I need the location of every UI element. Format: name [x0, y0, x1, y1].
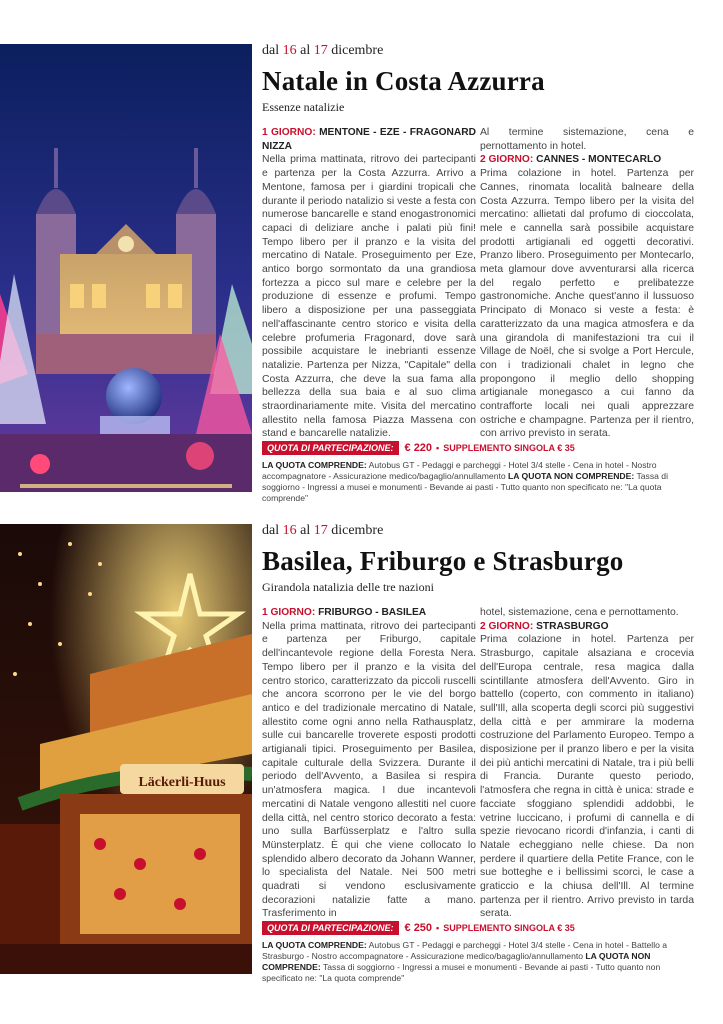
trip1-includes	[262, 460, 682, 504]
day-places: MENTONE - EZE - FRAGONARD NIZZA	[262, 127, 476, 152]
trip2-day2-text: Prima colazione in hotel. Partenza per Strasburgo, capitale alsaziana e crocevia dell'Europa centrale, resa magica dalla scintillante atmosfera dell'Avvento. Giro in battello (coperto, con commento in italiano) sull'Ill, alla scoperta degli scorci più suggestivi della città e per ammirare la moderna costruzione del Parlamento Europeo. Tempo a disposizione per il pranzo libero e per la visita dei più antichi mercatini di Natale, tra i più belli di Francia. Durante questo periodo, l'atmosfera che regna in città è unica: strade e facciate sfoggiano splendidi addobbi, le vetrine luccicano, i profumi di cannella e di spezie rievocano ricordi d'infanzia, i canti di Natale echeggiano nelle chiese. Da non perdere il quartiere della Petite France, con le sue botteghe e i bellissimi scorci, le case a graticcio e la chiusa dell'Ill. Al termine partenza per il rientro. Arrivo previsto in tarda serata.	[480, 634, 694, 920]
not-includes-label: LA QUOTA NON COMPRENDE:	[508, 471, 635, 481]
trip2-price-bar	[262, 921, 575, 935]
date-to: 17	[313, 523, 328, 538]
day-places: FRIBURGO - BASILEA	[318, 607, 427, 618]
trip1-day2-text: Prima colazione in hotel. Partenza per Cannes, rinomata località balneare della Costa Azzurra. Tempo libero per la visita del mercatino: allietati dal profumo di cioccolata, mele e cannella sarà possibile acquistare prodotti artigianali ed oggetti decorativi. Pranzo libero. Proseguimento per Montecarlo, meta glamour dove avventurarsi alla ricerca del regalo perfetto e prelibatezze gastronomiche. Anche quest'anno il lussuoso Principato di Monaco si veste a festa: è caratterizzato da una magica atmosfera e da una girandola di manifestazioni tra cui il Village de Noël, che si svolge a Port Hercule, con i tradizionali chalet in legno che propongono il meglio dello shopping artigianale monegasco a cui fanno da contrafforte locali nei quali apprezzare ostriche e champagne. Partenza per il rientro, con arrivo previsto in serata.	[480, 168, 694, 440]
includes-label: LA QUOTA COMPRENDE:	[262, 460, 367, 470]
date-mid: al	[300, 523, 311, 538]
trip1-column-right	[480, 126, 694, 441]
includes-text: Autobus GT - Pedaggi e parcheggi - Hotel 3/4 stelle - Cena in hotel - Battello a Strasburgo - Nostro accompagnatore - Assicurazione medico/bagaglio/annullamento	[262, 940, 668, 961]
photo-monte-carlo-casino	[0, 44, 252, 492]
casino-illustration	[0, 44, 252, 492]
not-includes-label: LA QUOTA NON COMPRENDE:	[262, 951, 651, 972]
date-month: dicembre	[331, 43, 384, 58]
trip1-day2-heading	[480, 153, 694, 167]
date-from: 16	[282, 43, 297, 58]
day-label: 1 GIORNO:	[262, 127, 316, 138]
trip2-includes	[262, 940, 682, 984]
trip1-day1-text: Nella prima mattinata, ritrovo dei partecipanti e partenza per la Costa Azzurra. Arrivo a Mentone, famosa per i giardini tropicali che durante il periodo natalizio si veste a festa con numerose bancarelle e stand enogastronomici capaci di deliziare anche i palati più fini! Tempo libero per il pranzo e la visita del mercatino di Natale. Proseguimento per Eze, antico borgo sormontato da una grandiosa fortezza a picco sul mare e celebre per la produzione di essenze e profumi. Tempo libero a disposizione per una passeggiata nell'affascinante centro storico e visita della celebre profumeria Fragonard, dove sarà possibile acquistare le inebrianti essenze natalizie. Partenza per Nizza, "Capitale" della Costa Azzurra, che deve la sua fama alla bellezza della sua baia e al suo clima straordinariamente mite. Visita del mercatino allestito nella famosa Piazza Massena con stand e bancarelle natalizie.	[262, 154, 476, 440]
trip1-price-bar	[262, 441, 575, 455]
price-value: € 220	[404, 442, 433, 454]
trip1-subtitle: Essenze natalizie	[262, 100, 345, 114]
includes-label: LA QUOTA COMPRENDE:	[262, 940, 367, 950]
trip2-date	[262, 523, 383, 539]
day-label: 2 GIORNO:	[480, 620, 534, 632]
price-separator: •	[436, 923, 440, 933]
price-value: € 250	[404, 922, 433, 934]
price-supplement: SUPPLEMENTO SINGOLA € 35	[443, 923, 575, 933]
photo-christmas-market	[0, 524, 252, 974]
day-places: CANNES - MONTECARLO	[536, 154, 662, 166]
price-label: QUOTA DI PARTECIPAZIONE:	[262, 921, 399, 935]
trip1-day1-heading	[262, 126, 476, 153]
trip1-column-left	[262, 126, 476, 441]
day-label: 1 GIORNO:	[262, 607, 316, 618]
includes-text: Autobus GT - Pedaggi e parcheggi - Hotel 3/4 stelle - Cena in hotel - Nostro accompagnatore - Assicurazione medico/bagaglio/annullamento	[262, 460, 657, 481]
date-prefix: dal	[262, 43, 280, 58]
not-includes-text: Tassa di soggiorno - Ingressi a musei e monumenti - Bevande ai pasti - Tutto quanto non specificato ne: "La quota comprende"	[262, 962, 661, 983]
price-supplement: SUPPLEMENTO SINGOLA € 35	[443, 443, 575, 453]
trip2-day1-text: Nella prima mattinata, ritrovo dei partecipanti e partenza per Friburgo, capitale dell'incantevole regione della Foresta Nera. Tempo libero per il pranzo e la visita del centro storico, caratterizzato da piccoli ruscelli che ancora scorrono per le vie del borgo antico e del tradizionale mercatino di Natale, allestito come ogni anno nella Rathausplatz, sulle cui bancarelle troverete esposti prodotti artigianali tipici. Proseguimento per Basilea, capitale culturale della Svizzera. Durante il periodo dell'Avvento, a Basilea si respira un'atmosfera magica. I due incantevoli mercatini di Natale vengono allestiti nel cuore della città, nel centro storico decorato a festa: uno sulla Barfüsserplatz e l'altro sulla Münsterplatz. È qui che viene collocato lo splendido albero decorato da Johann Wanner, lo specialista del Natale. Nei 500 metri quadrati si vendono esclusivamente decorazioni natalizie fatte a mano. Trasferimento in	[262, 620, 476, 920]
date-prefix: dal	[262, 523, 280, 538]
day-places: STRASBURGO	[536, 620, 609, 632]
market-illustration	[0, 524, 252, 974]
day-label: 2 GIORNO:	[480, 154, 534, 166]
trip2-column-left	[262, 606, 476, 921]
date-from: 16	[282, 523, 297, 538]
date-to: 17	[313, 43, 328, 58]
trip2-column-right	[480, 606, 694, 921]
date-mid: al	[300, 43, 311, 58]
date-month: dicembre	[331, 523, 384, 538]
trip1-date	[262, 43, 383, 59]
trip2-title: Basilea, Friburgo e Strasburgo	[262, 546, 624, 576]
trip2-subtitle: Girandola natalizia delle tre nazioni	[262, 580, 434, 594]
trip2-col2-intro: hotel, sistemazione, cena e pernottamento.	[480, 607, 679, 618]
trip2-day2-heading	[480, 620, 694, 634]
trip1-col2-intro: Al termine sistemazione, cena e pernottamento in hotel.	[480, 127, 694, 152]
shop-sign: Läckerli-Huus	[138, 775, 226, 790]
not-includes-text: Tassa di soggiorno - Ingressi a musei e monumenti - Bevande ai pasti - Tutto quanto non specificato ne: "La quota comprende"	[262, 471, 668, 503]
trip1-title: Natale in Costa Azzurra	[262, 66, 545, 96]
price-label: QUOTA DI PARTECIPAZIONE:	[262, 441, 399, 455]
trip2-day1-heading	[262, 606, 476, 620]
price-separator: •	[436, 443, 440, 453]
